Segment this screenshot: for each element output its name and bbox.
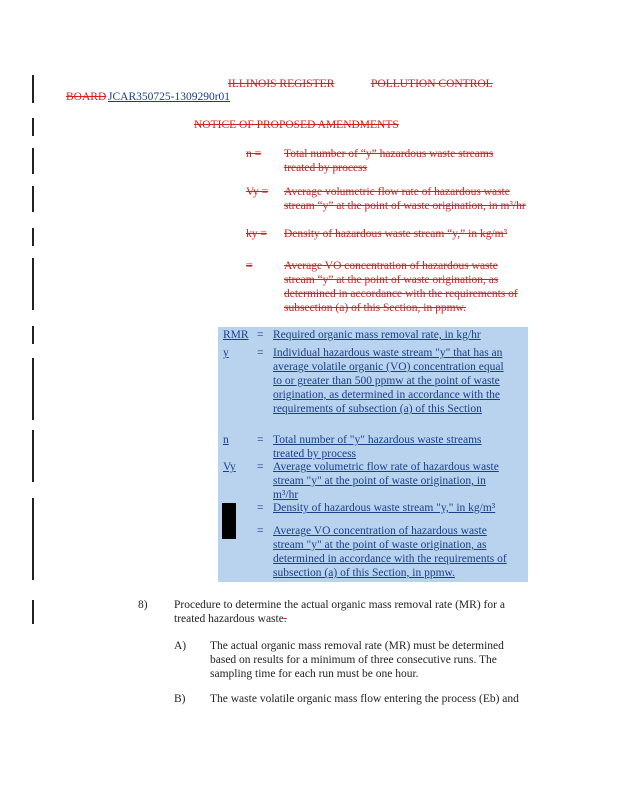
jcar-reference: JCAR350725-1309290r01 [108,91,231,103]
change-bar [32,358,34,420]
inserted-definition-line: Average VO concentration of hazardous waste [273,525,487,537]
redaction-block [222,503,236,539]
board-name-deleted: POLLUTION CONTROL [371,78,493,90]
inserted-definition-line: subsection (a) of this Section, in ppmw. [273,567,455,579]
deleted-term: = [246,260,253,272]
inserted-definition-line: Density of hazardous waste stream "y," in kg/m³ [273,502,496,514]
item-b-number: B) [174,693,186,705]
inserted-definition-line: origination, as determined in accordance with the [273,389,501,401]
change-bar [32,228,34,246]
board-name-deleted-2: BOARD [66,91,107,103]
change-bar [32,498,34,580]
deleted-definition-line: determined in accordance with the requirements of [284,288,518,300]
inserted-definition-line: Average volumetric flow rate of hazardous waste [273,461,499,473]
inserted-definition-line: treated by process [273,448,357,460]
deleted-definition-line: Average volumetric flow rate of hazardous waste [284,186,510,198]
deleted-term: Vy = [246,186,269,198]
item-a-number: A) [174,640,187,652]
change-bar [32,75,34,103]
inserted-term: Vy [223,461,236,473]
change-bar [32,118,34,136]
inserted-definition-line: Total number of "y" hazardous waste streams [273,434,482,446]
inserted-definition-line: requirements of subsection (a) of this Section [273,403,482,415]
deleted-definition-line: Total number of “y” hazardous waste streams [284,148,494,160]
deleted-term: n = [246,148,262,160]
inserted-definition-line: Required organic mass removal rate, in kg/hr [273,329,481,341]
equals-sign: = [257,502,264,514]
inserted-definition-line: stream "y" at the point of waste origination, in [273,475,486,487]
deleted-definition-line: Density of hazardous waste stream “y,” in kg/m³ [284,228,508,240]
item-8-line2: treated hazardous waste. [174,613,287,625]
inserted-term: RMR [223,329,249,341]
inserted-definition-line: to or greater than 500 ppmw at the point of waste [273,375,500,387]
item-8-line1: Procedure to determine the actual organic mass removal rate (MR) for a [174,599,505,611]
inserted-definition-line: average volatile organic (VO) concentration equal [273,361,504,373]
register-title: ILLINOIS REGISTER [228,78,335,90]
inserted-term: y [223,347,229,359]
deleted-definition-line: Average VO concentration of hazardous waste [284,260,498,272]
deleted-definition-line: subsection (a) of this Section, in ppmw. [284,302,466,314]
deleted-definition-line: stream “y” at the point of waste origination, as [284,274,499,286]
item-a-line: sampling time for each run must be one hour. [210,668,419,680]
notice-heading: NOTICE OF PROPOSED AMENDMENTS [194,119,399,131]
item-a-line: The actual organic mass removal rate (MR) must be determined [210,640,504,652]
inserted-definition-line: stream "y" at the point of waste origination, as [273,539,487,551]
change-bar [32,430,34,482]
inserted-definition-line: determined in accordance with the requirements of [273,553,507,565]
change-bar [32,600,34,624]
item-b-line: The waste volatile organic mass flow entering the process (Eb) and [210,693,519,705]
change-bar [32,258,34,310]
equals-sign: = [257,329,264,341]
inserted-definition-line: m³/hr [273,489,299,501]
item-a-line: based on results for a minimum of three consecutive runs. The [210,654,497,666]
change-bar [32,148,34,174]
item-8-number: 8) [138,599,148,611]
deleted-definition-line: stream “y” at the point of waste origination, in m³/hr [284,200,526,212]
change-bar [32,326,34,344]
equals-sign: = [257,347,264,359]
change-bar [32,186,34,212]
deleted-definition-line: treated by process [284,162,368,174]
equals-sign: = [257,525,264,537]
deleted-term: ky = [246,228,267,240]
equals-sign: = [257,434,264,446]
equals-sign: = [257,461,264,473]
inserted-definition-line: Individual hazardous waste stream "y" that has an [273,347,503,359]
inserted-term: n [223,434,229,446]
